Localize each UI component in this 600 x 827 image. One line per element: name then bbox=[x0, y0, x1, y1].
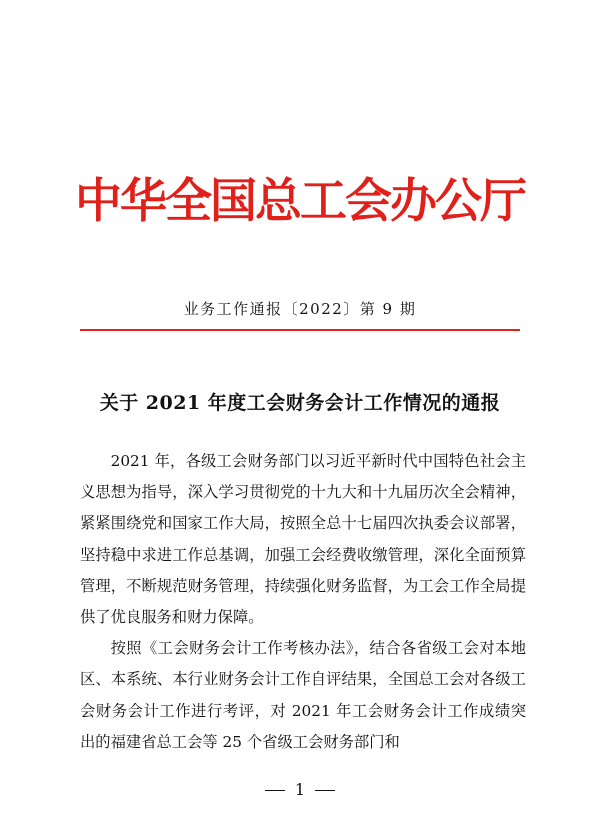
page-dash-left bbox=[265, 790, 285, 791]
red-divider bbox=[80, 329, 520, 331]
body-paragraph: 按照《工会财务会计工作考核办法》，结合各省级工会对本地区、本系统、本行业财务会计工作自评结果，全国总工会对各级工会财务会计工作进行考评，对 2021 年工会财务会计工作成绩突出的福建省总工会等 25 个省级工会财务部门和 bbox=[80, 639, 526, 751]
issuer-header: 中华全国总工会办公厅 bbox=[75, 174, 525, 229]
page-dash-right bbox=[315, 790, 335, 791]
document-title: 关于 2021 年度工会财务会计工作情况的通报 bbox=[99, 392, 501, 414]
page-number: 1 bbox=[294, 780, 306, 799]
body-paragraph: 2021 年，各级工会财务部门以习近平新时代中国特色社会主义思想为指导，深入学习贯彻党的十九大和十九届历次全会精神，紧紧围绕党和国家工作大局，按照全总十七届四次执委会议部署，坚持稳中求进工作总基调，加强工会经费收缴管理，深化全面预算管理，不断规范财务管理，持续强化财务监督，为工会工作全局提供了优良服务和财力保障。 bbox=[80, 452, 526, 627]
document-body bbox=[80, 446, 526, 758]
page-number-footer bbox=[0, 780, 600, 800]
document-number: 业务工作通报〔2022〕第 9 期 bbox=[183, 300, 417, 318]
